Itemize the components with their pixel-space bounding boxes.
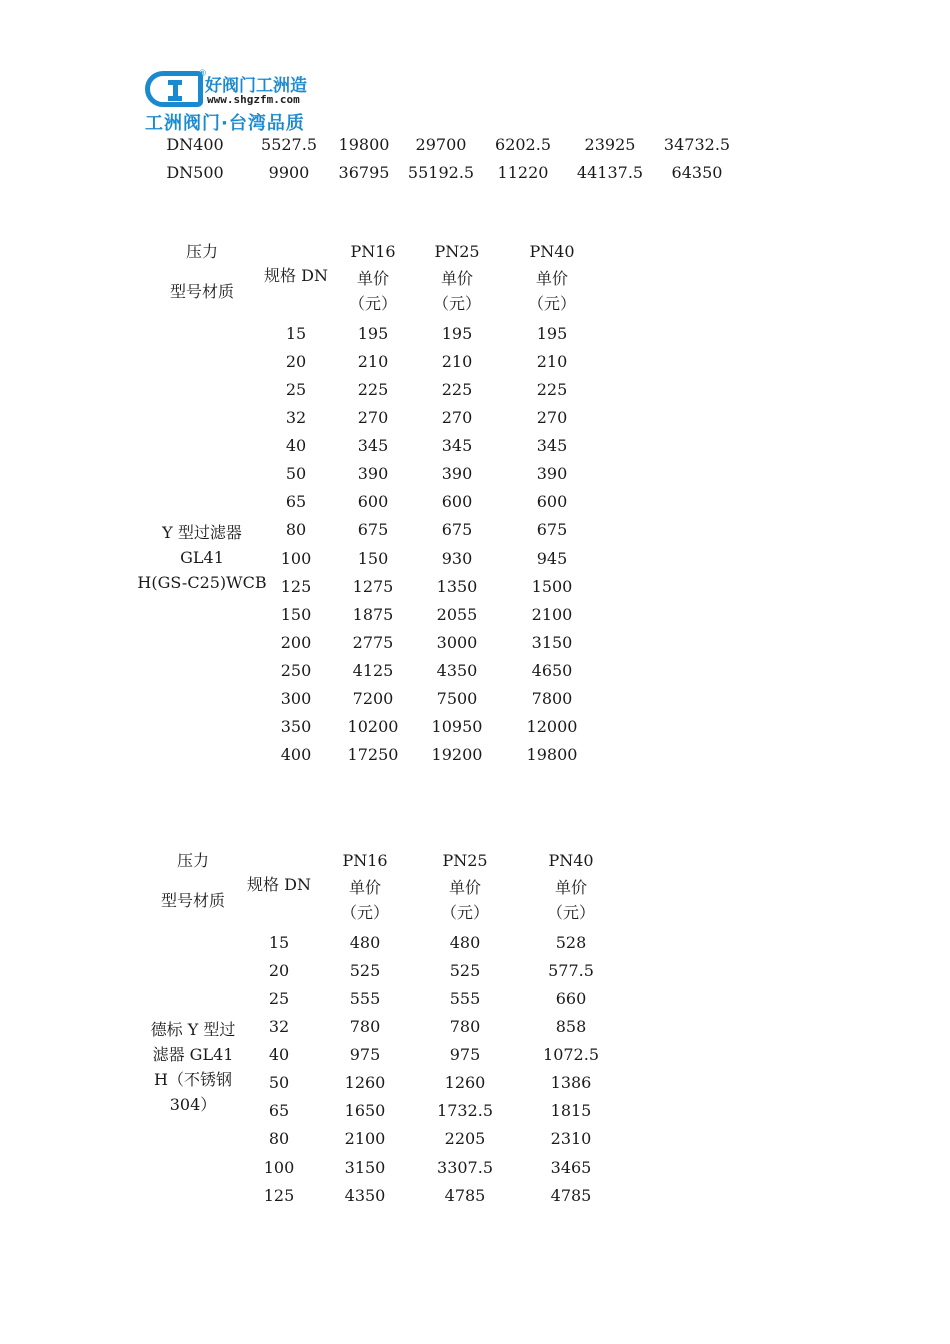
header-unit: （元） xyxy=(432,294,482,313)
row-spec-dn: 40 xyxy=(268,1045,290,1065)
logo-mark-icon xyxy=(145,71,203,107)
table-cell: 210 xyxy=(536,352,568,372)
header-pressure-class: PN16 xyxy=(342,851,388,870)
header-pressure-class: PN25 xyxy=(434,242,480,261)
table-cell: 11220 xyxy=(497,163,549,182)
header-unit: （元） xyxy=(546,903,596,922)
header-unit: （元） xyxy=(340,903,390,922)
table-cell: 675 xyxy=(441,520,473,540)
table-cell: 7200 xyxy=(352,688,394,708)
table-cell: 480 xyxy=(349,933,381,952)
row-spec-dn: 150 xyxy=(280,604,312,624)
table-cell: 600 xyxy=(357,492,389,512)
row-spec-dn: 80 xyxy=(268,1129,290,1149)
row-spec-dn: 300 xyxy=(280,688,312,708)
header-model-material: 型号材质 xyxy=(169,282,235,301)
table-cell: 5527.5 xyxy=(261,135,317,154)
table-cell: 225 xyxy=(536,380,568,400)
row-spec-dn: 200 xyxy=(280,632,312,652)
table-cell: 1260 xyxy=(344,1073,386,1093)
table-cell: 64350 xyxy=(671,163,723,182)
row-spec-dn: 25 xyxy=(268,989,290,1009)
table-cell: 195 xyxy=(536,324,568,343)
header-pressure: 压力 xyxy=(185,242,219,261)
table-cell: 660 xyxy=(555,989,587,1009)
table-cell: 36795 xyxy=(338,163,390,182)
registered-mark: ® xyxy=(198,69,207,79)
table-cell: 1650 xyxy=(344,1101,386,1121)
table-cell: 975 xyxy=(349,1045,381,1065)
table-cell: 34732.5 xyxy=(663,135,731,154)
header-pressure-class: PN16 xyxy=(350,242,396,261)
product-name-line: 304） xyxy=(169,1095,217,1114)
table-cell: 675 xyxy=(357,520,389,540)
table-cell: 1350 xyxy=(436,576,478,596)
row-spec-dn: 250 xyxy=(280,660,312,680)
table-cell: 4650 xyxy=(531,660,573,680)
header-unit: （元） xyxy=(440,903,490,922)
header-unit-price: 单价 xyxy=(356,269,390,288)
table-cell: 9900 xyxy=(268,163,310,182)
table-cell: 780 xyxy=(449,1017,481,1037)
table-cell: 29700 xyxy=(415,135,467,154)
table-cell: 19800 xyxy=(338,135,390,154)
table-cell: 525 xyxy=(449,961,481,981)
header-unit-price: 单价 xyxy=(554,878,588,897)
table-cell: 345 xyxy=(441,436,473,456)
table-cell: 270 xyxy=(357,408,389,428)
table-cell: 225 xyxy=(441,380,473,400)
table-cell: 225 xyxy=(357,380,389,400)
table-cell: 555 xyxy=(449,989,481,1009)
row-spec-dn: 125 xyxy=(263,1185,295,1205)
table-cell: 3307.5 xyxy=(437,1157,493,1177)
table-cell: 195 xyxy=(441,324,473,343)
table-cell: 2055 xyxy=(436,604,478,624)
table-cell: 2775 xyxy=(352,632,394,652)
table-cell: 1260 xyxy=(444,1073,486,1093)
row-spec-label: DN400 xyxy=(166,135,224,154)
table-cell: 555 xyxy=(349,989,381,1009)
table-cell: 2100 xyxy=(344,1129,386,1149)
table-cell: 345 xyxy=(357,436,389,456)
table-cell: 210 xyxy=(357,352,389,372)
logo-url: www.shgzfm.com xyxy=(207,93,300,106)
table-cell: 675 xyxy=(536,520,568,540)
table-cell: 390 xyxy=(357,464,389,484)
header-unit: （元） xyxy=(348,294,398,313)
row-spec-label: DN500 xyxy=(166,163,224,182)
product-name-line: 德标 Y 型过 xyxy=(150,1020,236,1039)
table-cell: 17250 xyxy=(347,745,399,765)
header-pressure-class: PN25 xyxy=(442,851,488,870)
table-cell: 44137.5 xyxy=(576,163,644,182)
table-cell: 2205 xyxy=(444,1129,486,1149)
table-cell: 3150 xyxy=(531,632,573,652)
logo-title: 好阀门工洲造 xyxy=(205,76,307,96)
table-cell: 150 xyxy=(357,548,389,568)
header-unit-price: 单价 xyxy=(440,269,474,288)
company-logo xyxy=(143,69,324,134)
table-cell: 270 xyxy=(536,408,568,428)
table-cell: 1072.5 xyxy=(543,1045,599,1065)
table-cell: 195 xyxy=(357,324,389,343)
table-cell: 12000 xyxy=(526,716,578,736)
header-pressure-class: PN40 xyxy=(529,242,575,261)
table-cell: 390 xyxy=(536,464,568,484)
row-spec-dn: 40 xyxy=(285,436,307,456)
row-spec-dn: 20 xyxy=(285,352,307,372)
row-spec-dn: 20 xyxy=(268,961,290,981)
table-cell: 4785 xyxy=(550,1185,592,1205)
header-unit: （元） xyxy=(527,294,577,313)
table-cell: 3150 xyxy=(344,1157,386,1177)
row-spec-dn: 80 xyxy=(285,520,307,540)
table-cell: 10200 xyxy=(347,716,399,736)
table-cell: 858 xyxy=(555,1017,587,1037)
header-unit-price: 单价 xyxy=(348,878,382,897)
table-cell: 2310 xyxy=(550,1129,592,1149)
header-spec-dn: 规格 DN xyxy=(264,266,328,285)
row-spec-dn: 32 xyxy=(268,1017,290,1037)
table-cell: 3000 xyxy=(436,632,478,652)
table-cell: 390 xyxy=(441,464,473,484)
row-spec-dn: 65 xyxy=(268,1101,290,1121)
table-cell: 210 xyxy=(441,352,473,372)
table-cell: 780 xyxy=(349,1017,381,1037)
row-spec-dn: 400 xyxy=(280,745,312,765)
table-cell: 6202.5 xyxy=(495,135,551,154)
header-pressure: 压力 xyxy=(176,851,210,870)
table-cell: 1500 xyxy=(531,576,573,596)
table-cell: 19800 xyxy=(526,745,578,765)
table-cell: 975 xyxy=(449,1045,481,1065)
row-spec-dn: 65 xyxy=(285,492,307,512)
row-spec-dn: 100 xyxy=(263,1157,295,1177)
table-cell: 4785 xyxy=(444,1185,486,1205)
product-name-line: H(GS-C25)WCB xyxy=(137,573,267,592)
table-cell: 4350 xyxy=(436,660,478,680)
product-name-line: 滤器 GL41 xyxy=(152,1045,234,1064)
product-name-line: Y 型过滤器 xyxy=(162,523,242,542)
table-cell: 480 xyxy=(449,933,481,952)
header-spec-dn: 规格 DN xyxy=(247,875,311,894)
table-cell: 1275 xyxy=(352,576,394,596)
header-unit-price: 单价 xyxy=(535,269,569,288)
table-cell: 55192.5 xyxy=(407,163,475,182)
table-cell: 4350 xyxy=(344,1185,386,1205)
row-spec-dn: 350 xyxy=(280,716,312,736)
table-cell: 3465 xyxy=(550,1157,592,1177)
row-spec-dn: 32 xyxy=(285,408,307,428)
table-cell: 1875 xyxy=(352,604,394,624)
table-cell: 4125 xyxy=(352,660,394,680)
table-cell: 600 xyxy=(441,492,473,512)
table-cell: 270 xyxy=(441,408,473,428)
logo-slogan: 工洲阀门·台湾品质 xyxy=(145,113,305,134)
table-cell: 345 xyxy=(536,436,568,456)
table-cell: 10950 xyxy=(431,716,483,736)
header-unit-price: 单价 xyxy=(448,878,482,897)
table-cell: 23925 xyxy=(584,135,636,154)
row-spec-dn: 15 xyxy=(268,933,290,952)
table-cell: 1732.5 xyxy=(437,1101,493,1121)
row-spec-dn: 15 xyxy=(285,324,307,343)
table-cell: 528 xyxy=(555,933,587,952)
table-cell: 600 xyxy=(536,492,568,512)
product-name-line: H（不锈钢 xyxy=(154,1070,232,1089)
table-cell: 1815 xyxy=(550,1101,592,1121)
product-name-line: GL41 xyxy=(180,548,224,567)
table-cell: 19200 xyxy=(431,745,483,765)
table-cell: 7800 xyxy=(531,688,573,708)
table-cell: 525 xyxy=(349,961,381,981)
table-cell: 945 xyxy=(536,548,568,568)
row-spec-dn: 125 xyxy=(280,576,312,596)
header-model-material: 型号材质 xyxy=(160,891,226,910)
row-spec-dn: 50 xyxy=(285,464,307,484)
table-cell: 2100 xyxy=(531,604,573,624)
row-spec-dn: 25 xyxy=(285,380,307,400)
table-cell: 577.5 xyxy=(548,961,594,981)
table-cell: 930 xyxy=(441,548,473,568)
row-spec-dn: 50 xyxy=(268,1073,290,1093)
table-cell: 7500 xyxy=(436,688,478,708)
header-pressure-class: PN40 xyxy=(548,851,594,870)
table-cell: 1386 xyxy=(550,1073,592,1093)
row-spec-dn: 100 xyxy=(280,548,312,568)
